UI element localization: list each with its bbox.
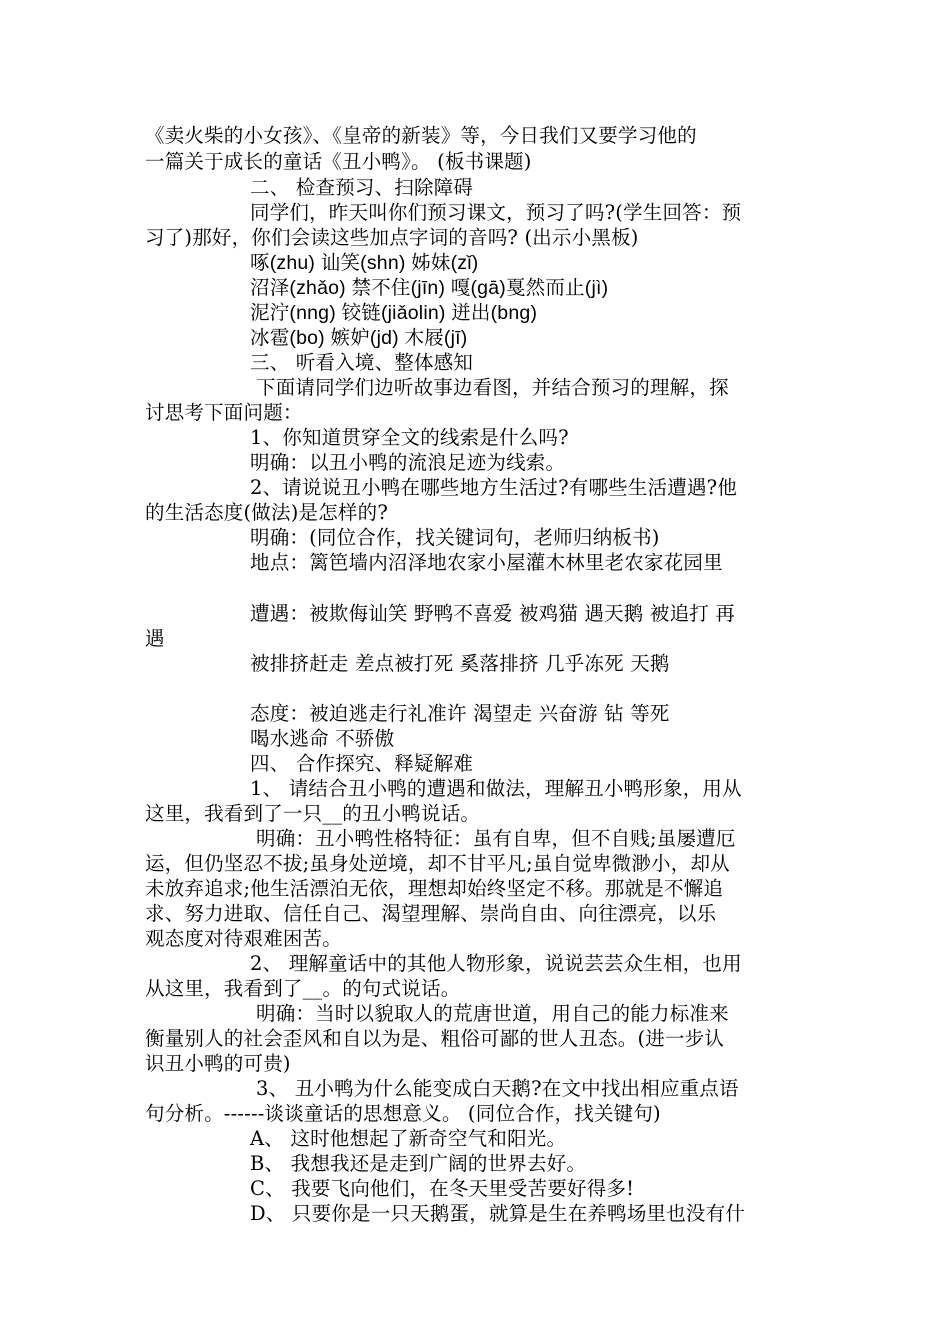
text-line: 未放弃追求;他生活漂泊无依，理想却始终坚定不移。那就是不懈追 xyxy=(145,877,724,900)
section-heading: 四、 合作探究、释疑解难 xyxy=(250,752,474,775)
pinyin-line: 啄(zhu) 讪笑(shn) 姊妹(zǐ) xyxy=(250,252,479,274)
text-line: 下面请同学们边听故事边看图，并结合预习的理解，探 xyxy=(256,376,729,399)
text-line: 同学们，昨天叫你们预习课文，预习了吗?(学生回答：预 xyxy=(250,201,742,224)
option-line: A、 这时他想起了新奇空气和阳光。 xyxy=(250,1127,567,1150)
text-line: 遇 xyxy=(145,627,165,650)
text-line: 观态度对待艰难困苦。 xyxy=(145,927,343,950)
option-line: C、 我要飞向他们，在冬天里受苦要好得多! xyxy=(250,1177,635,1200)
pinyin-line: 冰雹(bo) 嫉妒(jd) 木屐(jī) xyxy=(250,327,468,349)
question-line: 2、请说说丑小鸭在哪些地方生活过?有哪些生活遭遇?他 xyxy=(250,476,738,499)
text-line: 讨思考下面问题： xyxy=(145,401,303,424)
text-line: 态度：被迫逃走行礼准许 渴望走 兴奋游 钻 等死 xyxy=(250,702,670,725)
option-line: B、 我想我还是走到广阔的世界去好。 xyxy=(250,1152,587,1175)
section-heading: 二、 检查预习、扫除障碍 xyxy=(250,176,474,199)
text-line: 明确：以丑小鸭的流浪足迹为线索。 xyxy=(250,451,566,474)
section-heading: 三、 听看入境、整体感知 xyxy=(250,351,474,374)
text-line: 从这里，我看到了__。的句式说话。 xyxy=(145,977,461,1000)
question-line: 1、 请结合丑小鸭的遭遇和做法，理解丑小鸭形象，用从 xyxy=(250,777,742,800)
text-line: 这里，我看到了一只__的丑小鸭说话。 xyxy=(145,802,481,825)
text-line: 被排挤赶走 差点被打死 奚落排挤 几乎冻死 天鹅 xyxy=(250,652,670,675)
text-line: 运，但仍坚忍不拔;虽身处逆境，却不甘平凡;虽自觉卑微渺小，却从 xyxy=(145,852,730,875)
option-line: D、 只要你是一只天鹅蛋，就算是生在养鸭场里也没有什 xyxy=(250,1202,746,1225)
text-line: 《卖火柴的小女孩》、《皇帝的新装》等，今日我们又要学习他的 xyxy=(145,124,697,147)
text-line: 求、努力进取、信任自己、渴望理解、崇尚自由、向往漂亮，以乐 xyxy=(145,902,717,925)
text-line: 识丑小鸭的可贵) xyxy=(145,1052,291,1075)
text-line: 句分析。------谈谈童话的思想意义。 (同位合作，找关键句) xyxy=(145,1102,661,1125)
text-line: 衡量别人的社会歪风和自以为是、粗俗可鄙的世人丑态。(进一步认 xyxy=(145,1027,725,1050)
pinyin-line: 泥泞(nng) 铰链(jiǎolin) 迸出(bng) xyxy=(250,302,538,324)
text-line: 习了)那好，你们会读这些加点字词的音吗? (出示小黑板) xyxy=(145,226,639,249)
pinyin-line: 沼泽(zhǎo) 禁不住(jīn) 嘎(gā)戛然而止(jì) xyxy=(250,277,609,299)
text-line: 地点：篱笆墙内沼泽地农家小屋灌木林里老农家花园里 xyxy=(250,551,723,574)
text-line: 明确：丑小鸭性格特征：虽有自卑，但不自贱;虽屡遭厄 xyxy=(256,827,736,850)
text-line: 明确：(同位合作，找关键词句，老师归纳板书) xyxy=(250,526,660,549)
text-line: 的生活态度(做法)是怎样的? xyxy=(145,501,388,524)
question-line: 2、 理解童话中的其他人物形象，说说芸芸众生相，也用 xyxy=(250,952,742,975)
text-line: 明确：当时以貌取人的荒唐世道，用自己的能力标准来 xyxy=(256,1002,729,1025)
question-line: 1、你知道贯穿全文的线索是什么吗? xyxy=(250,426,569,449)
question-line: 3、 丑小鸭为什么能变成白天鹅?在文中找出相应重点语 xyxy=(256,1077,739,1100)
text-line: 喝水逃命 不骄傲 xyxy=(250,727,395,750)
text-line: 一篇关于成长的童话《丑小鸭》。 (板书课题) xyxy=(145,150,532,173)
text-line: 遭遇：被欺侮讪笑 野鸭不喜爱 被鸡猫 遇天鹅 被追打 再 xyxy=(250,602,736,625)
